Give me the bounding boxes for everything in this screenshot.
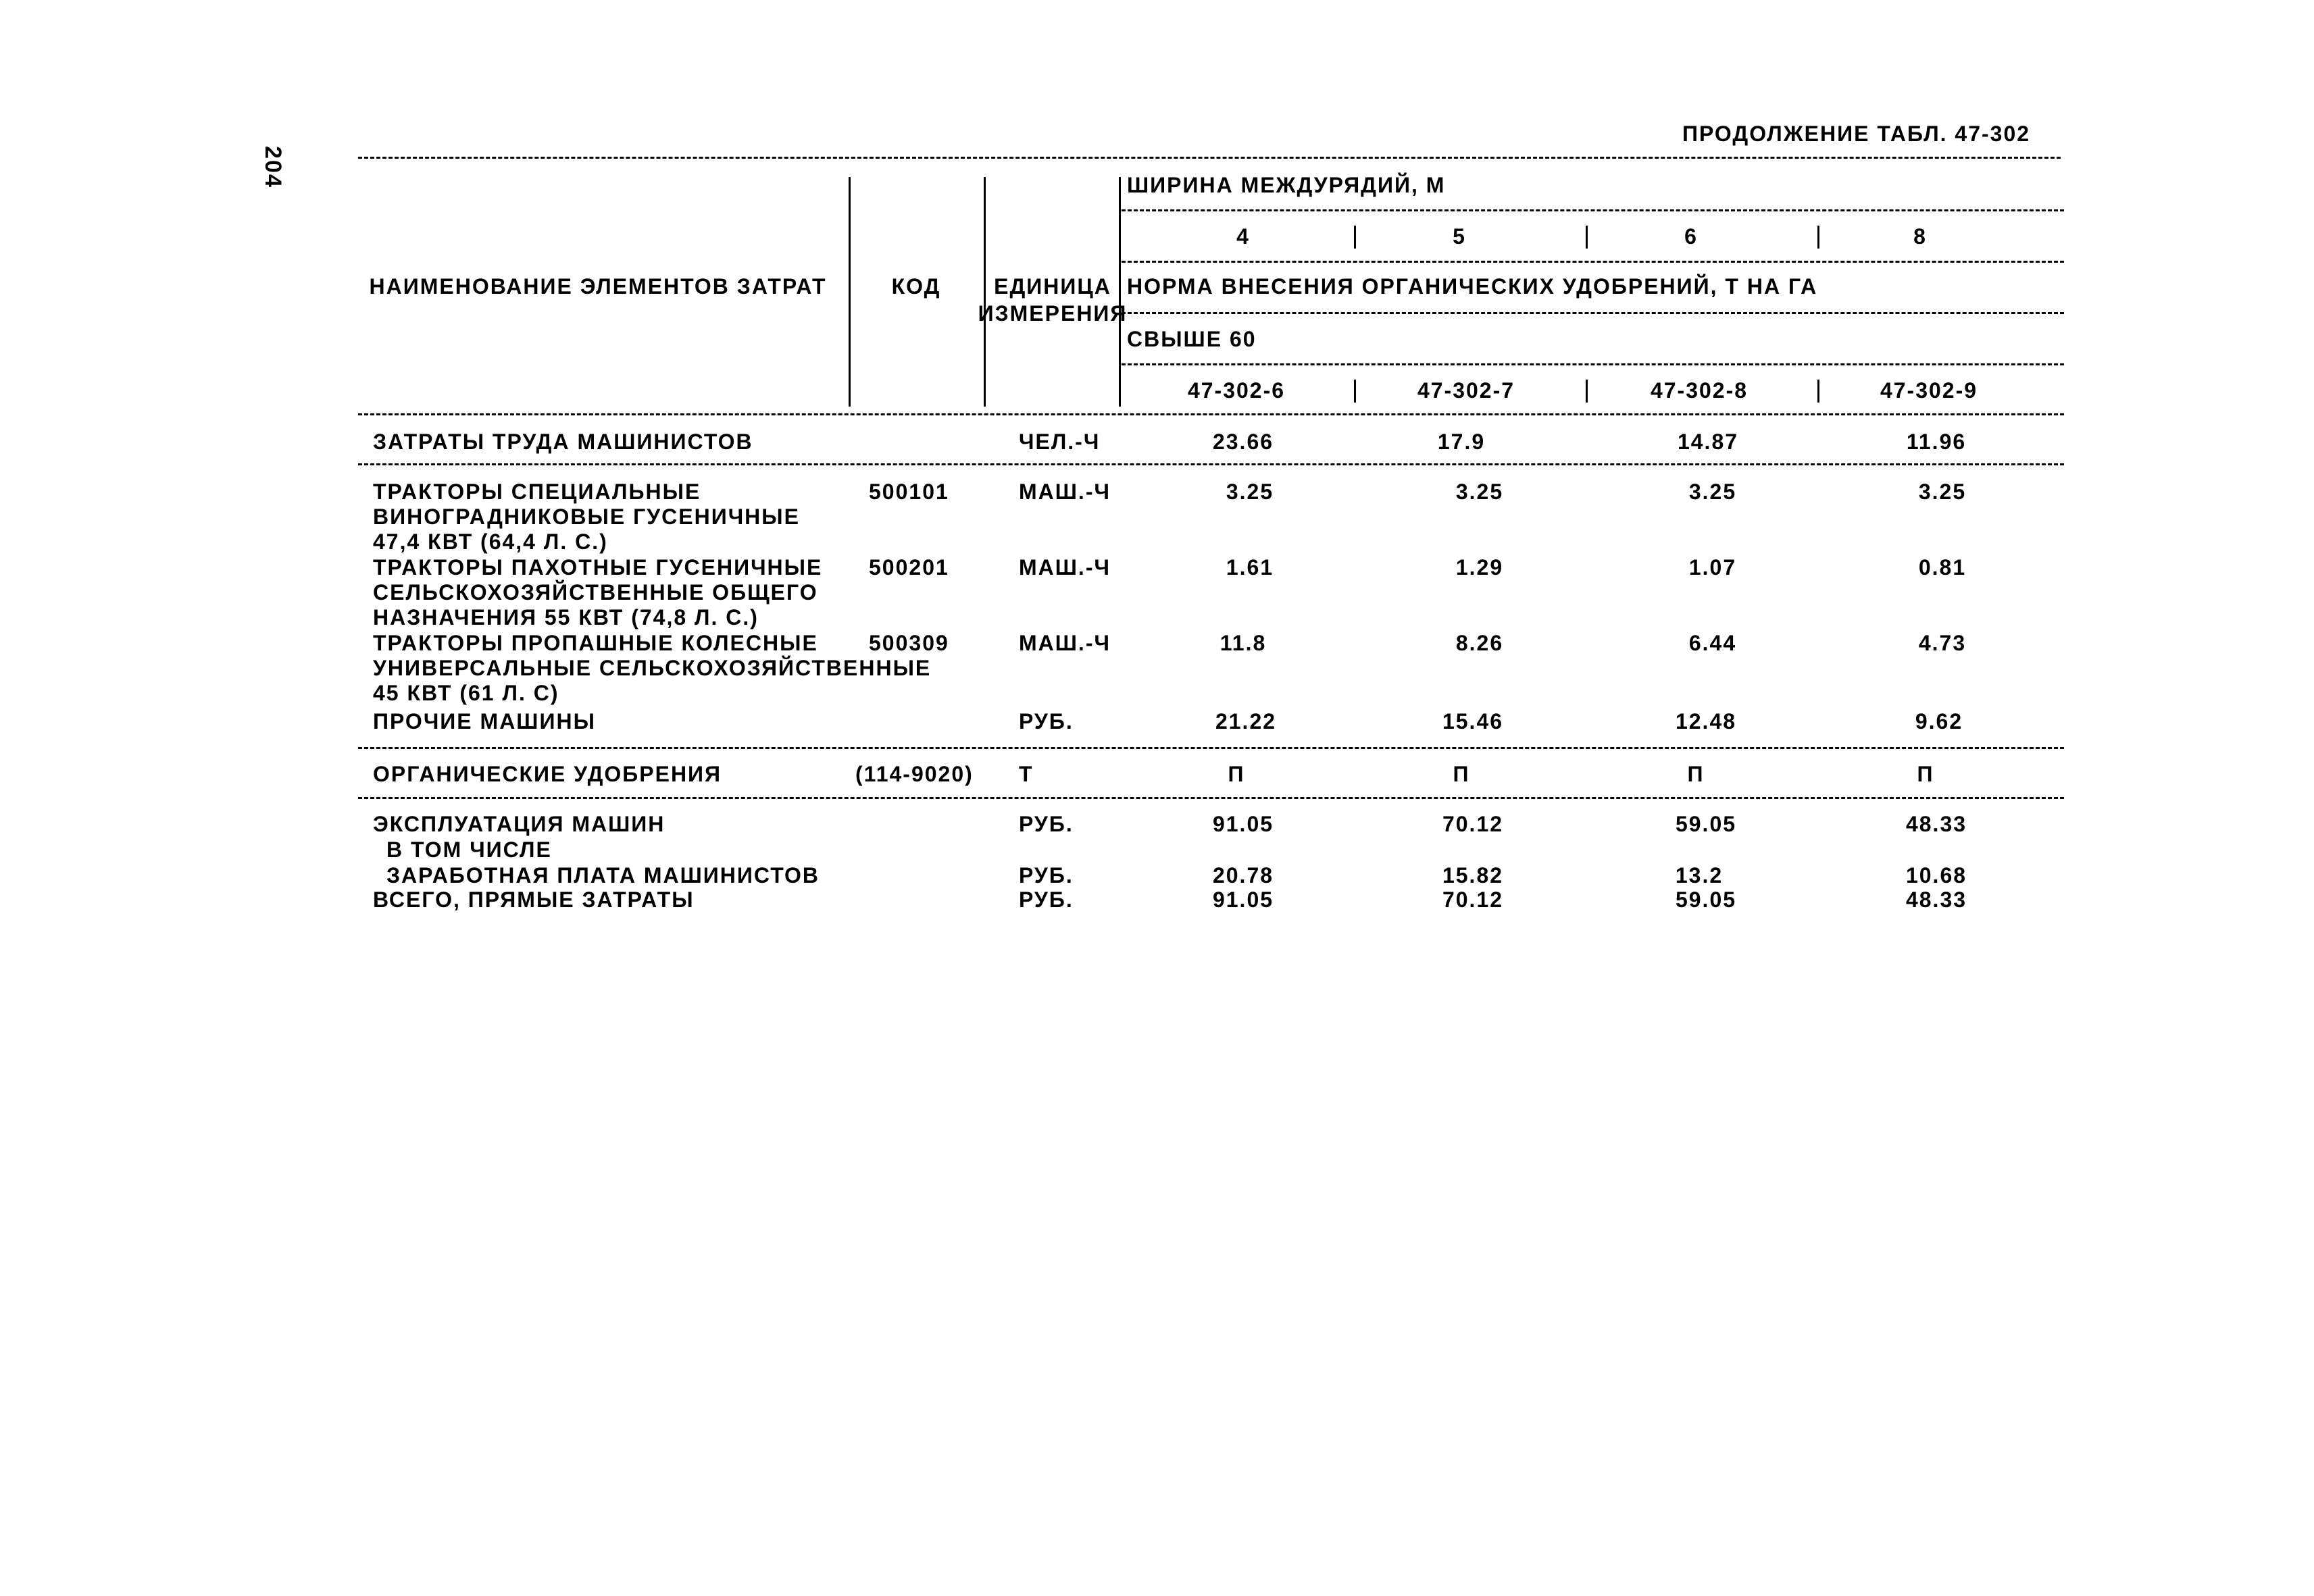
total-value: 48.33 — [1905, 812, 1967, 836]
machine-value: 21.22 — [1215, 709, 1277, 733]
machine-name-line: ТРАКТОРЫ ПРОПАШНЫЕ КОЛЕСНЫЕ — [373, 631, 818, 655]
divider — [1122, 363, 2064, 365]
total-value: 91.05 — [1212, 812, 1274, 836]
divider — [358, 747, 2064, 749]
machine-value: 8.26 — [1455, 631, 1504, 655]
total-value: 10.68 — [1905, 863, 1967, 887]
fertilizer-code: (114-9020) — [855, 762, 974, 786]
machine-value: 1.29 — [1455, 555, 1504, 580]
total-value: 20.78 — [1212, 863, 1274, 887]
machine-name-line: ВИНОГРАДНИКОВЫЕ ГУСЕНИЧНЫЕ — [373, 505, 800, 529]
header-width: 4 — [1236, 224, 1250, 249]
header-width-label: ШИРИНА МЕЖДУРЯДИЙ, М — [1127, 173, 1446, 197]
divider — [1122, 312, 2064, 314]
machine-value: 3.25 — [1688, 480, 1737, 504]
column-separator — [849, 177, 851, 407]
machine-value: 1.61 — [1226, 555, 1274, 580]
machine-name-line: ТРАКТОРЫ ПАХОТНЫЕ ГУСЕНИЧНЫЕ — [373, 555, 823, 580]
column-separator — [1817, 226, 1819, 249]
header-norm-value: СВЫШЕ 60 — [1127, 327, 1257, 351]
machine-unit: РУБ. — [1019, 709, 1074, 733]
total-name: ЭКСПЛУАТАЦИЯ МАШИН — [373, 812, 665, 836]
machine-value: 3.25 — [1226, 480, 1274, 504]
total-value: 59.05 — [1675, 887, 1737, 912]
labor-unit: ЧЕЛ.-Ч — [1019, 430, 1101, 454]
labor-name: ЗАТРАТЫ ТРУДА МАШИНИСТОВ — [373, 430, 753, 454]
header-unit-line1: ЕДИНИЦА — [994, 274, 1111, 299]
machine-unit: МАШ.-Ч — [1019, 631, 1111, 655]
total-unit: РУБ. — [1019, 887, 1074, 912]
machine-value: 9.62 — [1915, 709, 1963, 733]
machine-value: 1.07 — [1688, 555, 1737, 580]
machine-value: 3.25 — [1918, 480, 1967, 504]
column-separator — [1586, 380, 1588, 403]
machine-code: 500309 — [869, 631, 949, 655]
labor-value: 11.96 — [1906, 430, 1967, 454]
divider — [358, 463, 2064, 465]
machine-value: 6.44 — [1688, 631, 1737, 655]
divider — [1122, 209, 2064, 211]
divider — [358, 157, 2061, 159]
total-unit: РУБ. — [1019, 863, 1074, 887]
header-width: 5 — [1453, 224, 1466, 249]
header-unit-line2: ИЗМЕРЕНИЯ — [978, 301, 1128, 326]
header-code: 47-302-9 — [1880, 378, 1978, 403]
fertilizer-name: ОРГАНИЧЕСКИЕ УДОБРЕНИЯ — [373, 762, 722, 786]
total-value: 15.82 — [1442, 863, 1504, 887]
header-width: 8 — [1913, 224, 1927, 249]
column-separator — [1119, 177, 1121, 407]
total-name: ЗАРАБОТНАЯ ПЛАТА МАШИНИСТОВ — [386, 863, 820, 887]
machine-code: 500201 — [869, 555, 949, 580]
machine-value: 11.8 — [1219, 631, 1267, 655]
total-unit: РУБ. — [1019, 812, 1074, 836]
machine-name-line: 45 КВТ (61 Л. С) — [373, 681, 559, 705]
total-value: 13.2 — [1675, 863, 1724, 887]
machine-value: 12.48 — [1675, 709, 1737, 733]
column-separator — [1354, 380, 1356, 403]
total-value: 59.05 — [1675, 812, 1737, 836]
labor-value: 23.66 — [1212, 430, 1274, 454]
header-norm-label: НОРМА ВНЕСЕНИЯ ОРГАНИЧЕСКИХ УДОБРЕНИЙ, Т НА ГА — [1127, 274, 1818, 299]
page-number: 204 — [259, 146, 286, 188]
total-name: ВСЕГО, ПРЯМЫЕ ЗАТРАТЫ — [373, 887, 695, 912]
machine-code: 500101 — [869, 480, 949, 504]
total-value: 70.12 — [1442, 887, 1504, 912]
total-value: 48.33 — [1905, 887, 1967, 912]
labor-value: 14.87 — [1677, 430, 1739, 454]
machine-value: 15.46 — [1442, 709, 1504, 733]
header-code-col: КОД — [891, 274, 941, 299]
total-value: 70.12 — [1442, 812, 1504, 836]
fertilizer-value: П — [1228, 762, 1245, 786]
machine-name-line: 47,4 КВТ (64,4 Л. С.) — [373, 530, 608, 554]
total-value: 91.05 — [1212, 887, 1274, 912]
machine-name-line: НАЗНАЧЕНИЯ 55 КВТ (74,8 Л. С.) — [373, 605, 759, 629]
fertilizer-unit: Т — [1019, 762, 1034, 786]
fertilizer-value: П — [1687, 762, 1705, 786]
header-code: 47-302-6 — [1187, 378, 1286, 403]
continuation-title: ПРОДОЛЖЕНИЕ ТАБЛ. 47-302 — [1682, 122, 2031, 146]
machine-value: 4.73 — [1918, 631, 1967, 655]
header-name-col: НАИМЕНОВАНИЕ ЭЛЕМЕНТОВ ЗАТРАТ — [369, 274, 827, 299]
header-width: 6 — [1684, 224, 1698, 249]
machine-name-line: УНИВЕРСАЛЬНЫЕ СЕЛЬСКОХОЗЯЙСТВЕННЫЕ — [373, 656, 932, 680]
machine-name-line: ТРАКТОРЫ СПЕЦИАЛЬНЫЕ — [373, 480, 701, 504]
divider — [1122, 261, 2064, 263]
machine-unit: МАШ.-Ч — [1019, 480, 1111, 504]
column-separator — [1354, 226, 1356, 249]
divider — [358, 797, 2064, 799]
fertilizer-value: П — [1917, 762, 1934, 786]
column-separator — [1586, 226, 1588, 249]
column-separator — [1817, 380, 1819, 403]
header-code: 47-302-7 — [1417, 378, 1515, 403]
machine-name-line: СЕЛЬСКОХОЗЯЙСТВЕННЫЕ ОБЩЕГО — [373, 580, 818, 604]
header-code: 47-302-8 — [1650, 378, 1749, 403]
labor-value: 17.9 — [1437, 430, 1486, 454]
machine-value: 3.25 — [1455, 480, 1504, 504]
total-name: В ТОМ ЧИСЛЕ — [386, 838, 552, 862]
divider — [358, 413, 2064, 415]
column-separator — [984, 177, 986, 407]
machine-unit: МАШ.-Ч — [1019, 555, 1111, 580]
fertilizer-value: П — [1453, 762, 1470, 786]
machine-name-line: ПРОЧИЕ МАШИНЫ — [373, 709, 596, 733]
machine-value: 0.81 — [1918, 555, 1967, 580]
